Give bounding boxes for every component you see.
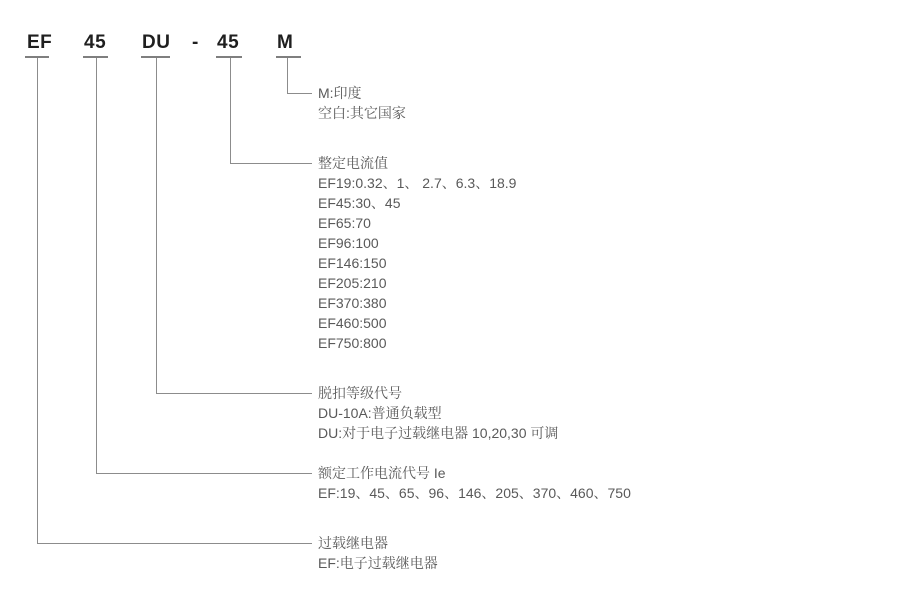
annotation-line: EF750:800 (318, 335, 387, 351)
connector-vertical-country (287, 58, 288, 93)
model-segment-setting: 45 (217, 32, 240, 53)
connector-horizontal-setting (230, 163, 312, 164)
annotation-line: M:印度 (318, 85, 362, 101)
connector-horizontal-series (37, 543, 312, 544)
annotation-title: 整定电流值 (318, 155, 388, 171)
model-segment-country: M (277, 32, 294, 53)
connector-vertical-series (37, 58, 38, 543)
connector-horizontal-rated-code (96, 473, 312, 474)
annotation-line: EF19:0.32、1、 2.7、6.3、18.9 (318, 175, 517, 191)
annotation-line: EF146:150 (318, 255, 387, 271)
connector-vertical-trip-class (156, 58, 157, 393)
underline-setting (216, 56, 242, 58)
annotation-line: DU-10A:普通负载型 (318, 405, 442, 421)
model-segment-series: EF (27, 32, 53, 53)
annotation-line: DU:对于电子过载继电器 10,20,30 可调 (318, 425, 559, 441)
model-segment-rated-code: 45 (84, 32, 107, 53)
annotation-title: 额定工作电流代号 Ie (318, 465, 446, 481)
annotation-trip-class (318, 383, 558, 443)
connector-vertical-setting (230, 58, 231, 163)
annotation-relay (318, 533, 438, 573)
connector-vertical-rated-code (96, 58, 97, 473)
annotation-title: 过载继电器 (318, 535, 388, 551)
annotation-line: EF65:70 (318, 215, 371, 231)
annotation-line: EF45:30、45 (318, 195, 401, 211)
annotation-line: EF:电子过载继电器 (318, 555, 438, 571)
model-segment-dash: - (192, 32, 199, 53)
annotation-line: EF370:380 (318, 295, 387, 311)
annotation-line: EF460:500 (318, 315, 387, 331)
annotation-rated-current (318, 463, 631, 503)
annotation-line: EF:19、45、65、96、146、205、370、460、750 (318, 485, 631, 501)
connector-horizontal-country (287, 93, 312, 94)
annotation-setting-current (318, 153, 516, 353)
annotation-country (318, 83, 406, 123)
annotation-line: EF205:210 (318, 275, 387, 291)
model-segment-trip-class: DU (142, 32, 171, 53)
annotation-line: EF96:100 (318, 235, 379, 251)
connector-horizontal-trip-class (156, 393, 312, 394)
underline-country (276, 56, 301, 58)
annotation-title: 脱扣等级代号 (318, 385, 402, 401)
annotation-line: 空白:其它国家 (318, 105, 406, 121)
